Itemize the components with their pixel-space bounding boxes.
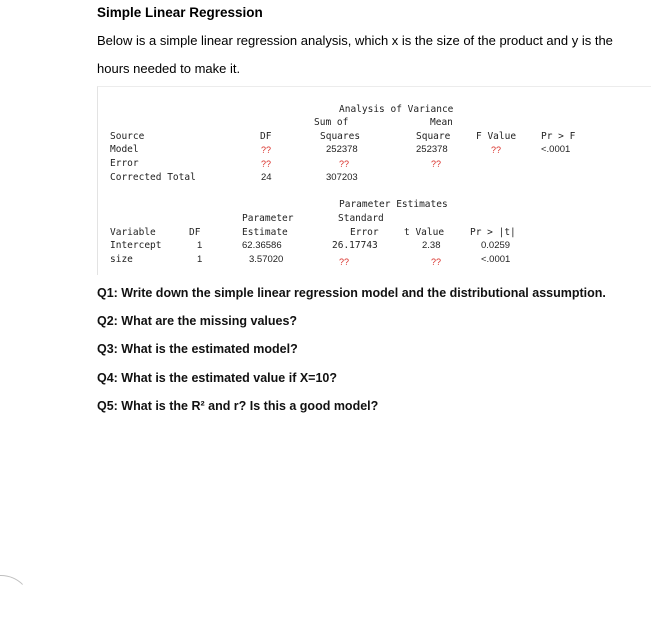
params-intercept-df: 1 — [197, 240, 203, 251]
anova-error-source: Error — [110, 158, 139, 169]
params-size-estimate: 3.57020 — [249, 254, 284, 265]
params-intercept-t: 2.38 — [422, 240, 441, 251]
sas-output-panel — [97, 86, 651, 275]
anova-model-p: <.0001 — [541, 144, 571, 155]
params-hdr-error: Error — [350, 227, 379, 238]
intro-line-1: Below is a simple linear regression analysis, which x is the size of the product and y is the — [97, 33, 613, 48]
anova-hdr-fvalue: F Value — [476, 131, 517, 142]
params-intercept-variable: Intercept — [110, 240, 162, 251]
anova-hdr-mean: Mean — [430, 117, 453, 128]
anova-total-source: Corrected Total — [110, 172, 196, 183]
anova-error-ms: ?? — [431, 159, 442, 169]
question-5: Q5: What is the R² and r? Is this a good model? — [97, 399, 379, 413]
anova-model-ss: 252378 — [326, 144, 358, 155]
params-hdr-df: DF — [189, 227, 201, 238]
anova-error-df: ?? — [261, 159, 272, 169]
intro-line-2: hours needed to make it. — [97, 61, 241, 76]
anova-model-df: ?? — [261, 145, 272, 155]
anova-hdr-squares: Squares — [320, 131, 361, 142]
question-3: Q3: What is the estimated model? — [97, 342, 298, 356]
params-hdr-estimate: Estimate — [242, 227, 288, 238]
params-size-t: ?? — [431, 257, 442, 267]
anova-error-ss: ?? — [339, 159, 350, 169]
params-intercept-se: 26.17743 — [332, 240, 378, 251]
anova-hdr-df: DF — [260, 131, 272, 142]
decorative-curve — [0, 575, 32, 637]
params-heading: Parameter Estimates — [339, 199, 448, 210]
anova-model-ms: 252378 — [416, 144, 448, 155]
anova-hdr-prf: Pr > F — [541, 131, 576, 142]
params-size-df: 1 — [197, 254, 203, 265]
anova-hdr-source: Source — [110, 131, 145, 142]
params-hdr-prt: Pr > |t| — [470, 227, 516, 238]
page-title: Simple Linear Regression — [97, 5, 263, 20]
params-hdr-standard: Standard — [338, 213, 384, 224]
params-hdr-parameter: Parameter — [242, 213, 294, 224]
params-size-p: <.0001 — [481, 254, 511, 265]
params-intercept-estimate: 62.36586 — [242, 240, 282, 251]
params-hdr-variable: Variable — [110, 227, 156, 238]
anova-heading: Analysis of Variance — [339, 104, 454, 115]
anova-total-df: 24 — [261, 172, 272, 183]
params-hdr-tvalue: t Value — [404, 227, 445, 238]
anova-hdr-square: Square — [416, 131, 451, 142]
question-4: Q4: What is the estimated value if X=10? — [97, 371, 338, 385]
question-2: Q2: What are the missing values? — [97, 314, 298, 328]
anova-model-source: Model — [110, 144, 139, 155]
params-size-variable: size — [110, 254, 133, 265]
params-intercept-p: 0.0259 — [481, 240, 511, 251]
params-size-se: ?? — [339, 257, 350, 267]
anova-hdr-sum-of: Sum of — [314, 117, 349, 128]
anova-model-f: ?? — [491, 145, 502, 155]
anova-total-ss: 307203 — [326, 172, 358, 183]
question-1: Q1: Write down the simple linear regression model and the distributional assumption. — [97, 286, 606, 300]
